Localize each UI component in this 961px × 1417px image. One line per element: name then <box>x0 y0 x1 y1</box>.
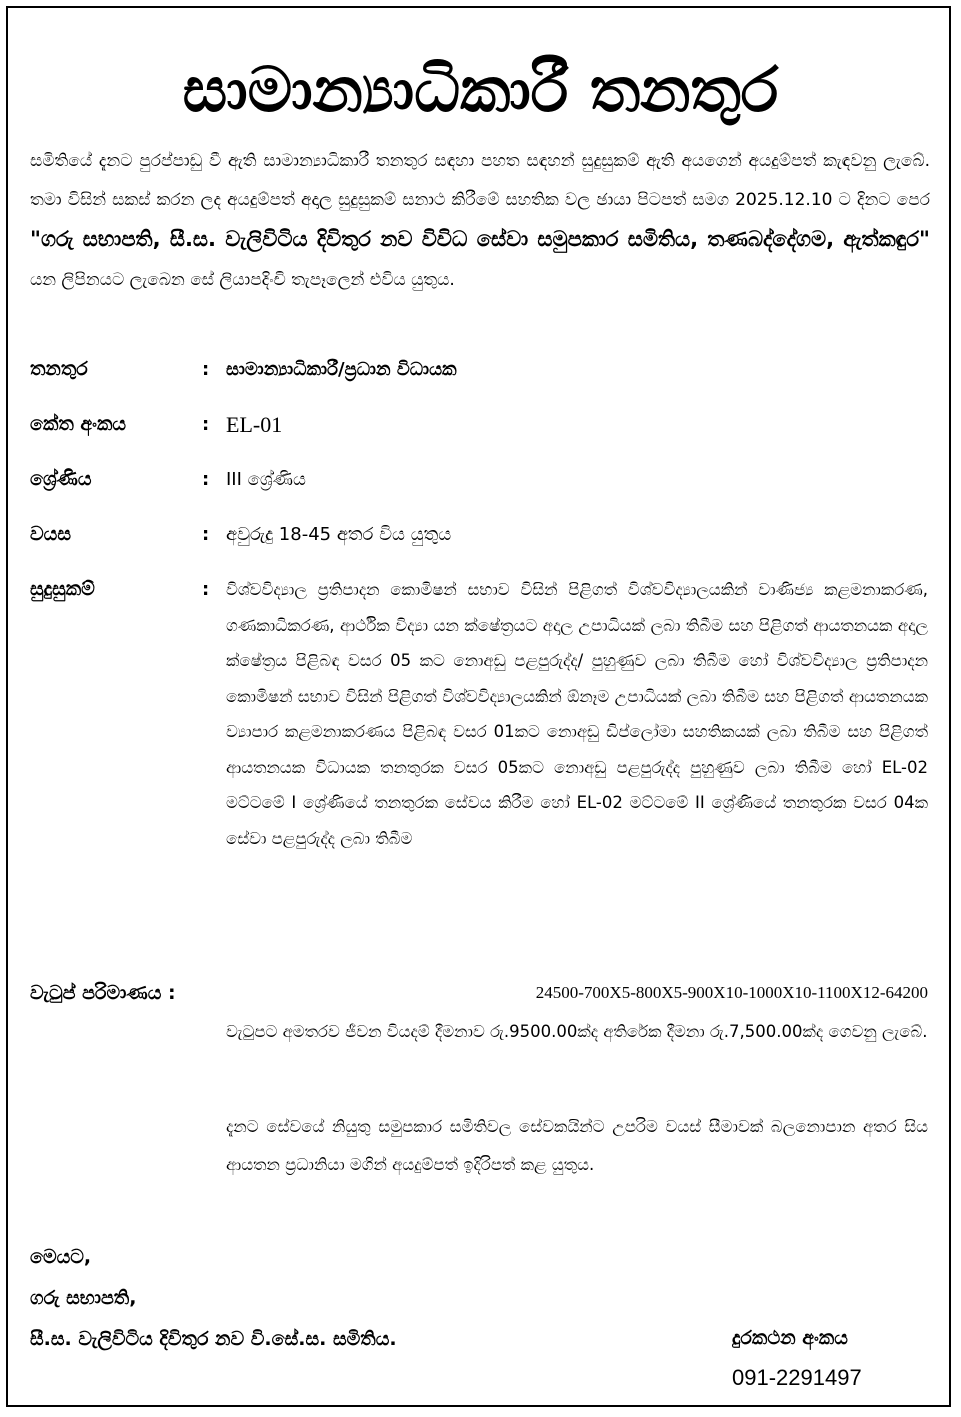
note-paragraph: දැනට සේවයේ නියුතු සමුපකාර සමිතිවල සේවකයින්ට උපරිම වයස් සීමාවක් බලනොපාන අතර සිය ආයතන ප්‍රධානියා මගින් අයදුම්පත් ඉදිරිපත් කළ යුතුය. <box>226 1117 928 1174</box>
signature-block <box>30 1237 397 1360</box>
signature-line: මෙයට, <box>30 1246 92 1268</box>
signature-line: ගරු සභාපති, <box>30 1287 137 1309</box>
contact-block <box>732 1318 862 1398</box>
salary-scale: 24500-700X5-800X5-900X10-1000X10-1100X12-64200 <box>535 983 928 1002</box>
phone-number: 091-2291497 <box>732 1365 862 1390</box>
field-value: සාමාන්‍යාධිකාරී/ප්‍රධාන විධායක <box>226 359 457 380</box>
colon: : <box>202 524 210 545</box>
intro-tail: යන ලිපිනයට ලැබෙන සේ ලියාපදිංචි තැපෑලෙන් එවිය යුතුය. <box>30 270 455 290</box>
page-title: සාමාන්‍යාධිකාරී තනතුර <box>182 53 779 126</box>
field-label: තනතුර <box>30 358 88 380</box>
salary-allowance: වැටුපට අමතරව ජීවන වියදම් දීමනාව රු.9500.00ක්ද අතිරේක දීමනා රු.7,500.00ක්ද ගෙවනු ලැබේ. <box>226 1022 928 1041</box>
field-label: වයස <box>30 523 71 545</box>
field-value: අවුරුදු 18-45 අතර විය යුතුය <box>226 524 452 545</box>
salary-label: වැටුප් පරිමාණය : <box>30 982 176 1004</box>
field-value: EL-01 <box>226 412 283 437</box>
field-label: ශ්‍රේණිය <box>30 468 92 490</box>
intro-address: "ගරු සභාපති, සී.ස. වැලිවිටිය දිවිතුර නව විවිධ සේවා සමුපකාර සමිතිය, තණබද්දේගම, ඇත්කඳුර" <box>30 227 930 251</box>
colon: : <box>202 414 210 435</box>
contact-label: දුරකථන අංකය <box>732 1327 848 1349</box>
colon: : <box>202 469 210 490</box>
field-value: විශ්වවිද්‍යාල ප්‍රතිපාදන කොමිෂන් සභාව විසින් පිළිගත් විශ්වවිද්‍යාලයකින් වාණිජ්‍ය කළමනාකරණ, ගණකාධිකරණ, ආර්ථික විද්‍යා යන ක්ෂේත්‍රයට අදාල උපාධියක් ලබා තිබීම සහ පිළිගත් ආයතනයක අදාල ක්ෂේත්‍රය පිළිබඳ වසර 05 කට නොඅඩු පළපුරුද්ද/ පුහුණුව ලබා තිබීම හෝ විශ්වවිද්‍යාල ප්‍රතිපාදන කොමිෂන් සභාව විසින් පිළිගත් විශ්වවිද්‍යාලයකින් ඕනෑම උපාධියක් ලබා තිබීම සහ පිළිගත් ආයතනයක ව්‍යාපාර කළමනාකරණය පිළිබඳ වසර 01කට නොඅඩු ඩිප්ලෝමා සහතිකයක් ලබා තිබීම සහ පිළිගත් ආයතනයක විධායක තනතුරක වසර 05කට නොඅඩු පළපුරුද්ද පුහුණුව ලබා තිබීම හෝ EL-02 මට්ටමේ I ශ්‍රේණියේ තනතුරක සේවය කිරීම හෝ EL-02 මට්ටමේ II ශ්‍රේණියේ තනතුරක වසර 04ක සේවා පළපුරුද්ද ලබා තිබීම <box>226 580 928 848</box>
intro-paragraph <box>30 142 930 300</box>
signature-line: සී.ස. වැලිවිටිය දිවිතුර නව වි.සේ.ස. සමිතිය. <box>30 1328 397 1350</box>
field-label: කේත අංකය <box>30 413 127 435</box>
field-label: සුදුසුකම් <box>30 578 95 600</box>
intro-text: සමිතියේ දැනට පුරප්පාඩු වී ඇති සාමාන්‍යාධිකාරී තනතුර සඳහා පහත සඳහන් සුදුසුකම් ඇති අයගෙන් අයදුම්පත් කැඳවනු ලැබේ. තමා විසින් සකස් කරන ලද අයදුම්පත් අදාල සුදුසුකම් සනාථ කිරීමේ සහතික වල ඡායා පිටපත් සමග 2025.12.10 ට දිනට පෙර <box>30 151 930 210</box>
field-value: III ශ්‍රේණිය <box>226 469 306 490</box>
colon: : <box>202 579 210 600</box>
colon: : <box>202 359 210 380</box>
